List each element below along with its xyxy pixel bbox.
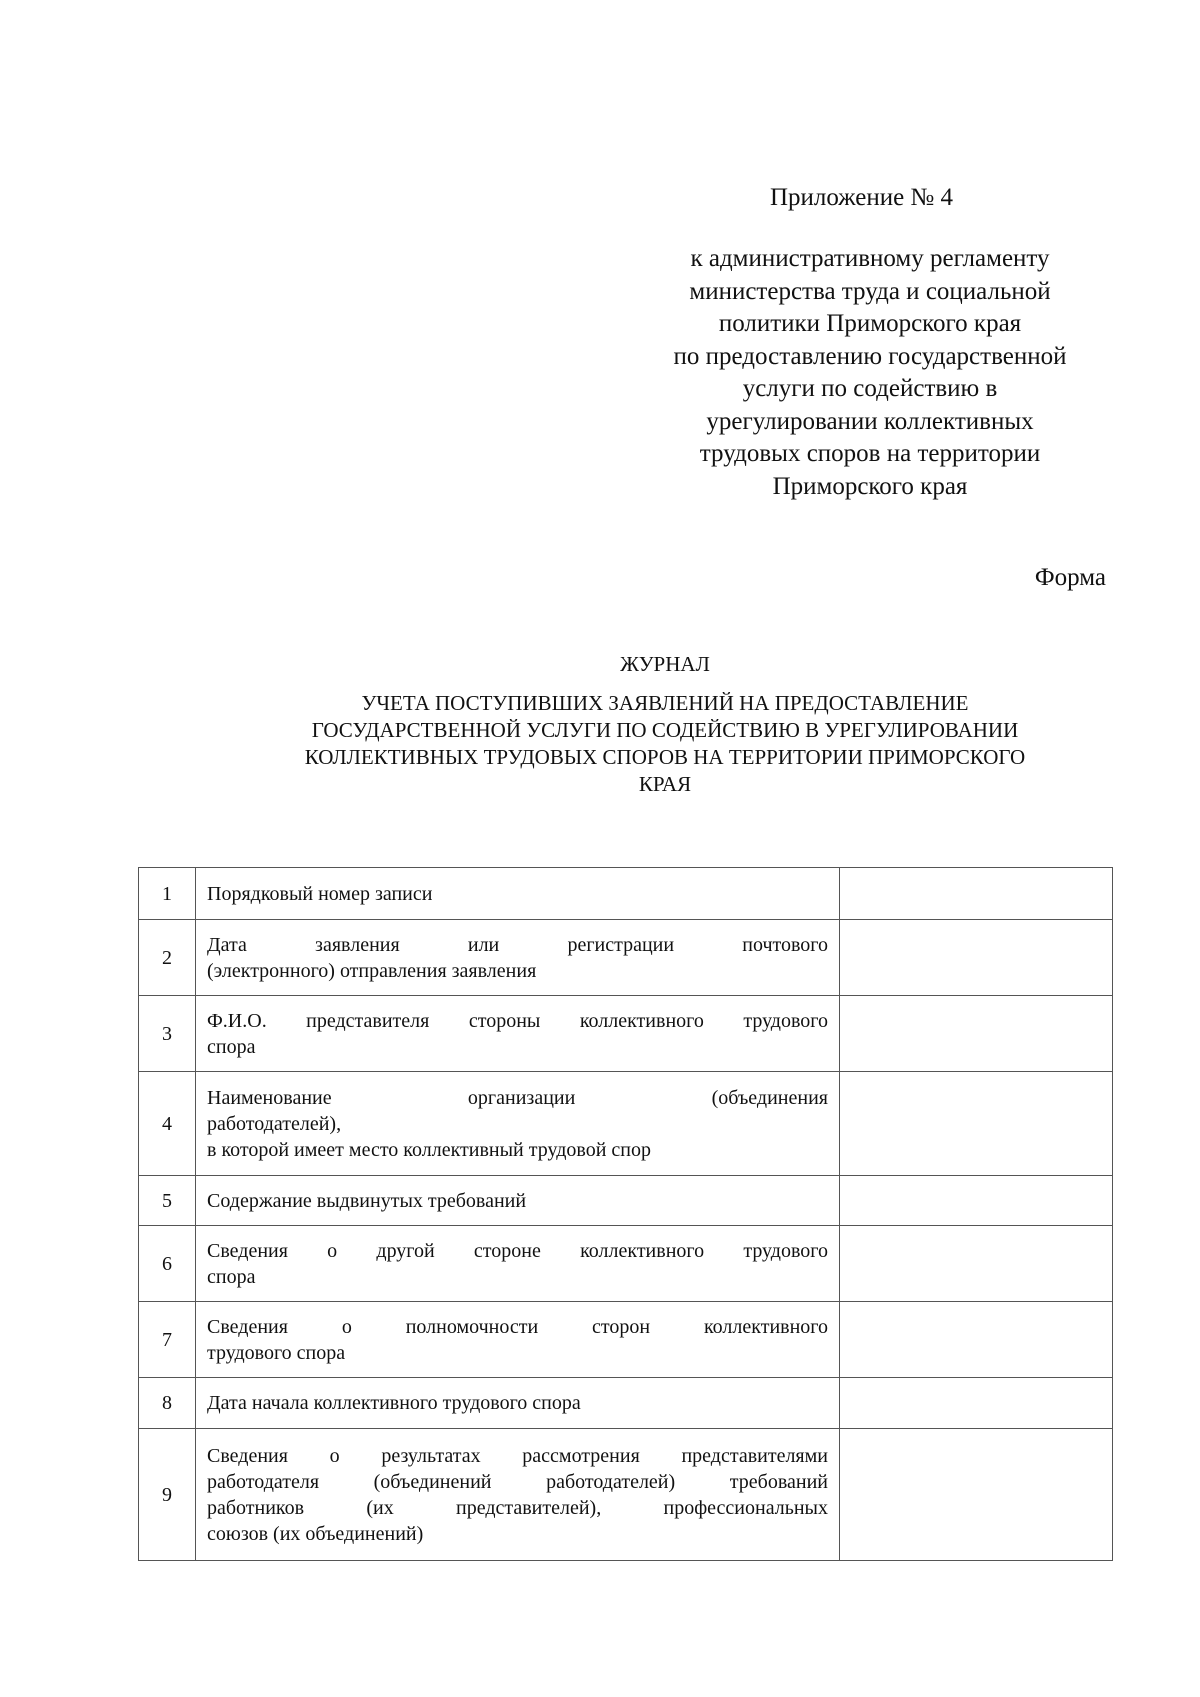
appendix-line: урегулировании коллективных: [706, 407, 1034, 435]
row-value: [840, 1072, 1113, 1176]
row-number: 8: [139, 1378, 196, 1429]
row-label: [196, 1176, 840, 1226]
form-label: Форма: [1034, 564, 1106, 591]
table-row: [139, 868, 1113, 920]
row-label-line: Сведения о полномочности сторон коллективного: [207, 1315, 828, 1338]
row-label: [196, 1072, 840, 1176]
journal-subtitle: [200, 690, 1130, 798]
table-row: [139, 1302, 1113, 1378]
journal-table: [138, 867, 1113, 1561]
row-label-line: Дата заявления или регистрации почтового: [207, 933, 828, 956]
row-label-line: Сведения о результатах рассмотрения представителями: [207, 1444, 828, 1467]
appendix-line: политики Приморского края: [718, 310, 1022, 337]
row-label: [196, 996, 840, 1072]
row-label-line: Дата начала коллективного трудового спора: [207, 1392, 581, 1414]
table-row: [139, 996, 1113, 1072]
table-row: [139, 1378, 1113, 1429]
table-row: [139, 920, 1113, 996]
row-label-line: Порядковый номер записи: [207, 882, 433, 905]
journal-subtitle-line: УЧЕТА ПОСТУПИВШИХ ЗАЯВЛЕНИЙ НА ПРЕДОСТАВЛЕНИЕ: [361, 691, 969, 715]
row-number: 4: [139, 1072, 196, 1176]
appendix-line: трудовых споров на территории: [699, 440, 1041, 467]
row-number: 1: [139, 868, 196, 920]
row-value: [840, 868, 1113, 920]
row-label-line: спора: [207, 1035, 256, 1058]
row-value: [840, 1176, 1113, 1226]
appendix-line: к административному регламенту: [690, 245, 1050, 272]
row-number: 3: [139, 996, 196, 1072]
row-number: 9: [139, 1429, 196, 1561]
row-label-line: в которой имеет место коллективный трудовой спор: [207, 1138, 651, 1161]
row-label-line: (электронного) отправления заявления: [207, 959, 537, 982]
appendix-line: по предоставлению государственной: [673, 342, 1067, 370]
journal-subtitle-line: КОЛЛЕКТИВНЫХ ТРУДОВЫХ СПОРОВ НА ТЕРРИТОРИИ ПРИМОРСКОГО: [304, 745, 1026, 769]
row-value: [840, 1378, 1113, 1429]
row-number: 7: [139, 1302, 196, 1378]
row-value: [840, 920, 1113, 996]
row-number: 5: [139, 1176, 196, 1226]
row-label-line: работодателя (объединений работодателей) требований: [207, 1470, 828, 1493]
table-row: [139, 1072, 1113, 1176]
appendix-text: [640, 243, 1100, 503]
journal-subtitle-line: ГОСУДАРСТВЕННОЙ УСЛУГИ ПО СОДЕЙСТВИЮ В УРЕГУЛИРОВАНИИ: [311, 718, 1019, 742]
row-label: [196, 1429, 840, 1561]
row-label-line: трудового спора: [207, 1341, 346, 1364]
appendix-line: услуги по содействию в: [742, 375, 998, 402]
row-label: [196, 1378, 840, 1429]
appendix-title: Приложение № 4: [770, 184, 954, 211]
row-label-line: работодателей),: [207, 1112, 342, 1135]
row-label: [196, 920, 840, 996]
appendix-line: министерства труда и социальной: [689, 277, 1051, 305]
row-label-line: спора: [207, 1265, 256, 1288]
row-label-line: Наименование организации (объединения: [207, 1086, 828, 1109]
row-label: [196, 868, 840, 920]
row-number: 6: [139, 1226, 196, 1302]
row-value: [840, 996, 1113, 1072]
journal-subtitle-line: КРАЯ: [638, 772, 692, 796]
row-label-line: Сведения о другой стороне коллективного трудового: [207, 1239, 828, 1262]
row-label-line: Ф.И.О. представителя стороны коллективного трудового: [207, 1009, 828, 1032]
table-row: [139, 1226, 1113, 1302]
table-row: [139, 1176, 1113, 1226]
row-value: [840, 1302, 1113, 1378]
row-label-line: работников (их представителей), профессиональных: [207, 1496, 828, 1519]
row-value: [840, 1226, 1113, 1302]
row-value: [840, 1429, 1113, 1561]
row-label: [196, 1226, 840, 1302]
appendix-line: Приморского края: [772, 472, 968, 500]
row-label-line: Содержание выдвинутых требований: [207, 1189, 527, 1212]
row-label: [196, 1302, 840, 1378]
row-number: 2: [139, 920, 196, 996]
journal-title: ЖУРНАЛ: [620, 652, 710, 676]
table-row: [139, 1429, 1113, 1561]
row-label-line: союзов (их объединений): [207, 1522, 424, 1545]
